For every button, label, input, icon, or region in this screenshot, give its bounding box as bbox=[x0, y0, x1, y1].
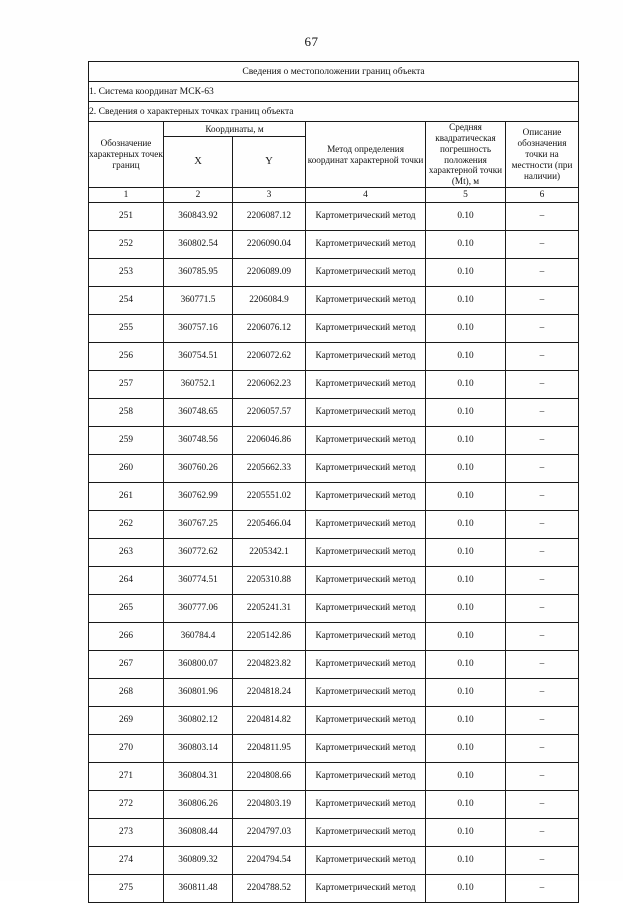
banner-title: Сведения о местоположении границ объекта bbox=[89, 62, 579, 82]
cell-error: 0.10 bbox=[426, 679, 506, 707]
table-row bbox=[89, 595, 579, 623]
cell-y: 2204818.24 bbox=[233, 679, 306, 707]
column-number-5: 5 bbox=[426, 188, 506, 203]
cell-method: Картометрический метод bbox=[306, 623, 426, 651]
cell-description: – bbox=[506, 315, 579, 343]
cell-method: Картометрический метод bbox=[306, 651, 426, 679]
cell-error: 0.10 bbox=[426, 231, 506, 259]
header-method: Метод определения координат характерной точки bbox=[306, 122, 426, 188]
cell-method: Картометрический метод bbox=[306, 539, 426, 567]
cell-error: 0.10 bbox=[426, 623, 506, 651]
cell-x: 360843.92 bbox=[164, 203, 233, 231]
cell-description: – bbox=[506, 539, 579, 567]
cell-x: 360748.56 bbox=[164, 427, 233, 455]
table-row bbox=[89, 763, 579, 791]
cell-designation: 256 bbox=[89, 343, 164, 371]
cell-designation: 273 bbox=[89, 819, 164, 847]
cell-x: 360754.51 bbox=[164, 343, 233, 371]
cell-description: – bbox=[506, 511, 579, 539]
header-y: Y bbox=[233, 137, 306, 188]
cell-designation: 266 bbox=[89, 623, 164, 651]
header-description: Описание обозначения точки на местности (при наличии) bbox=[506, 122, 579, 188]
cell-description: – bbox=[506, 259, 579, 287]
cell-designation: 253 bbox=[89, 259, 164, 287]
page-number: 67 bbox=[304, 34, 319, 49]
cell-y: 2206089.09 bbox=[233, 259, 306, 287]
cell-description: – bbox=[506, 679, 579, 707]
cell-designation: 252 bbox=[89, 231, 164, 259]
cell-error: 0.10 bbox=[426, 595, 506, 623]
cell-y: 2204808.66 bbox=[233, 763, 306, 791]
cell-method: Картометрический метод bbox=[306, 343, 426, 371]
cell-y: 2206057.57 bbox=[233, 399, 306, 427]
cell-x: 360771.5 bbox=[164, 287, 233, 315]
cell-error: 0.10 bbox=[426, 763, 506, 791]
cell-error: 0.10 bbox=[426, 819, 506, 847]
table-row bbox=[89, 343, 579, 371]
cell-description: – bbox=[506, 455, 579, 483]
cell-x: 360800.07 bbox=[164, 651, 233, 679]
cell-designation: 265 bbox=[89, 595, 164, 623]
cell-x: 360806.26 bbox=[164, 791, 233, 819]
cell-method: Картометрический метод bbox=[306, 455, 426, 483]
header-x: X bbox=[164, 137, 233, 188]
cell-method: Картометрический метод bbox=[306, 679, 426, 707]
cell-x: 360774.51 bbox=[164, 567, 233, 595]
cell-designation: 254 bbox=[89, 287, 164, 315]
cell-y: 2204814.82 bbox=[233, 707, 306, 735]
cell-designation: 259 bbox=[89, 427, 164, 455]
cell-y: 2204794.54 bbox=[233, 847, 306, 875]
cell-method: Картометрический метод bbox=[306, 287, 426, 315]
cell-description: – bbox=[506, 819, 579, 847]
section-1-label: 1. Система координат МСК-63 bbox=[89, 82, 579, 102]
cell-x: 360767.25 bbox=[164, 511, 233, 539]
boundary-info-table-container bbox=[88, 61, 578, 903]
cell-y: 2205310.88 bbox=[233, 567, 306, 595]
cell-designation: 269 bbox=[89, 707, 164, 735]
cell-y: 2205551.02 bbox=[233, 483, 306, 511]
table-row bbox=[89, 623, 579, 651]
boundary-info-table bbox=[88, 61, 579, 903]
table-row bbox=[89, 847, 579, 875]
header-designation: Обозначение характерных точек границ bbox=[89, 122, 164, 188]
cell-method: Картометрический метод bbox=[306, 707, 426, 735]
cell-y: 2206062.23 bbox=[233, 371, 306, 399]
cell-method: Картометрический метод bbox=[306, 595, 426, 623]
table-row bbox=[89, 819, 579, 847]
cell-designation: 271 bbox=[89, 763, 164, 791]
cell-description: – bbox=[506, 567, 579, 595]
cell-description: – bbox=[506, 763, 579, 791]
cell-error: 0.10 bbox=[426, 343, 506, 371]
cell-designation: 251 bbox=[89, 203, 164, 231]
cell-method: Картометрический метод bbox=[306, 483, 426, 511]
column-number-row bbox=[89, 188, 579, 203]
cell-y: 2205342.1 bbox=[233, 539, 306, 567]
table-row bbox=[89, 511, 579, 539]
cell-x: 360803.14 bbox=[164, 735, 233, 763]
table-body bbox=[89, 62, 579, 903]
column-number-6: 6 bbox=[506, 188, 579, 203]
cell-method: Картометрический метод bbox=[306, 511, 426, 539]
cell-description: – bbox=[506, 623, 579, 651]
cell-error: 0.10 bbox=[426, 847, 506, 875]
cell-x: 360772.62 bbox=[164, 539, 233, 567]
cell-y: 2205142.86 bbox=[233, 623, 306, 651]
table-row bbox=[89, 259, 579, 287]
cell-description: – bbox=[506, 399, 579, 427]
cell-x: 360784.4 bbox=[164, 623, 233, 651]
cell-y: 2206084.9 bbox=[233, 287, 306, 315]
cell-y: 2206090.04 bbox=[233, 231, 306, 259]
cell-y: 2206072.62 bbox=[233, 343, 306, 371]
cell-description: – bbox=[506, 791, 579, 819]
cell-x: 360811.48 bbox=[164, 875, 233, 903]
cell-method: Картометрический метод bbox=[306, 231, 426, 259]
cell-error: 0.10 bbox=[426, 399, 506, 427]
cell-x: 360752.1 bbox=[164, 371, 233, 399]
cell-x: 360802.54 bbox=[164, 231, 233, 259]
section-2-row bbox=[89, 102, 579, 122]
cell-error: 0.10 bbox=[426, 735, 506, 763]
table-row bbox=[89, 539, 579, 567]
cell-designation: 261 bbox=[89, 483, 164, 511]
cell-error: 0.10 bbox=[426, 371, 506, 399]
cell-y: 2204811.95 bbox=[233, 735, 306, 763]
cell-y: 2204788.52 bbox=[233, 875, 306, 903]
table-banner-row bbox=[89, 62, 579, 82]
cell-description: – bbox=[506, 231, 579, 259]
table-row bbox=[89, 707, 579, 735]
cell-x: 360757.16 bbox=[164, 315, 233, 343]
cell-error: 0.10 bbox=[426, 511, 506, 539]
cell-description: – bbox=[506, 735, 579, 763]
header-coordinates-group: Координаты, м bbox=[164, 122, 306, 137]
table-row bbox=[89, 875, 579, 903]
cell-designation: 262 bbox=[89, 511, 164, 539]
column-number-3: 3 bbox=[233, 188, 306, 203]
cell-description: – bbox=[506, 875, 579, 903]
cell-error: 0.10 bbox=[426, 259, 506, 287]
table-row bbox=[89, 427, 579, 455]
cell-description: – bbox=[506, 595, 579, 623]
cell-designation: 264 bbox=[89, 567, 164, 595]
cell-error: 0.10 bbox=[426, 875, 506, 903]
cell-designation: 274 bbox=[89, 847, 164, 875]
cell-designation: 258 bbox=[89, 399, 164, 427]
section-1-row bbox=[89, 82, 579, 102]
table-row bbox=[89, 651, 579, 679]
table-row bbox=[89, 231, 579, 259]
column-number-2: 2 bbox=[164, 188, 233, 203]
cell-y: 2206046.86 bbox=[233, 427, 306, 455]
cell-designation: 267 bbox=[89, 651, 164, 679]
cell-description: – bbox=[506, 287, 579, 315]
cell-x: 360760.26 bbox=[164, 455, 233, 483]
cell-error: 0.10 bbox=[426, 483, 506, 511]
cell-y: 2204803.19 bbox=[233, 791, 306, 819]
cell-y: 2206076.12 bbox=[233, 315, 306, 343]
cell-description: – bbox=[506, 707, 579, 735]
cell-method: Картометрический метод bbox=[306, 399, 426, 427]
table-row bbox=[89, 399, 579, 427]
cell-error: 0.10 bbox=[426, 707, 506, 735]
table-row bbox=[89, 679, 579, 707]
cell-error: 0.10 bbox=[426, 427, 506, 455]
cell-x: 360785.95 bbox=[164, 259, 233, 287]
column-number-4: 4 bbox=[306, 188, 426, 203]
cell-x: 360748.65 bbox=[164, 399, 233, 427]
cell-x: 360804.31 bbox=[164, 763, 233, 791]
cell-x: 360808.44 bbox=[164, 819, 233, 847]
table-row bbox=[89, 791, 579, 819]
table-row bbox=[89, 287, 579, 315]
cell-description: – bbox=[506, 371, 579, 399]
cell-error: 0.10 bbox=[426, 203, 506, 231]
table-row bbox=[89, 567, 579, 595]
cell-x: 360802.12 bbox=[164, 707, 233, 735]
cell-method: Картометрический метод bbox=[306, 763, 426, 791]
column-number-1: 1 bbox=[89, 188, 164, 203]
cell-y: 2204797.03 bbox=[233, 819, 306, 847]
cell-y: 2205466.04 bbox=[233, 511, 306, 539]
cell-x: 360801.96 bbox=[164, 679, 233, 707]
cell-designation: 260 bbox=[89, 455, 164, 483]
cell-error: 0.10 bbox=[426, 567, 506, 595]
cell-designation: 255 bbox=[89, 315, 164, 343]
cell-error: 0.10 bbox=[426, 287, 506, 315]
cell-description: – bbox=[506, 847, 579, 875]
cell-method: Картометрический метод bbox=[306, 791, 426, 819]
cell-method: Картометрический метод bbox=[306, 315, 426, 343]
cell-method: Картометрический метод bbox=[306, 371, 426, 399]
table-clip-region bbox=[88, 61, 580, 894]
cell-description: – bbox=[506, 483, 579, 511]
cell-x: 360809.32 bbox=[164, 847, 233, 875]
cell-description: – bbox=[506, 343, 579, 371]
cell-description: – bbox=[506, 427, 579, 455]
cell-error: 0.10 bbox=[426, 455, 506, 483]
cell-method: Картометрический метод bbox=[306, 203, 426, 231]
table-row bbox=[89, 483, 579, 511]
cell-error: 0.10 bbox=[426, 315, 506, 343]
cell-designation: 263 bbox=[89, 539, 164, 567]
cell-designation: 257 bbox=[89, 371, 164, 399]
cell-x: 360777.06 bbox=[164, 595, 233, 623]
cell-designation: 268 bbox=[89, 679, 164, 707]
table-row bbox=[89, 735, 579, 763]
cell-y: 2204823.82 bbox=[233, 651, 306, 679]
cell-error: 0.10 bbox=[426, 651, 506, 679]
section-2-label: 2. Сведения о характерных точках границ объекта bbox=[89, 102, 579, 122]
cell-y: 2205241.31 bbox=[233, 595, 306, 623]
cell-method: Картометрический метод bbox=[306, 819, 426, 847]
cell-y: 2205662.33 bbox=[233, 455, 306, 483]
table-row bbox=[89, 315, 579, 343]
table-row bbox=[89, 455, 579, 483]
cell-designation: 270 bbox=[89, 735, 164, 763]
table-row bbox=[89, 203, 579, 231]
cell-method: Картометрический метод bbox=[306, 875, 426, 903]
cell-designation: 272 bbox=[89, 791, 164, 819]
table-row bbox=[89, 371, 579, 399]
cell-method: Картометрический метод bbox=[306, 847, 426, 875]
cell-y: 2206087.12 bbox=[233, 203, 306, 231]
cell-method: Картометрический метод bbox=[306, 259, 426, 287]
cell-description: – bbox=[506, 203, 579, 231]
cell-x: 360762.99 bbox=[164, 483, 233, 511]
cell-error: 0.10 bbox=[426, 791, 506, 819]
cell-designation: 275 bbox=[89, 875, 164, 903]
header-error: Средняя квадратическая погрешность положения характерной точки (Мt), м bbox=[426, 122, 506, 188]
cell-method: Картометрический метод bbox=[306, 735, 426, 763]
cell-method: Картометрический метод bbox=[306, 427, 426, 455]
cell-error: 0.10 bbox=[426, 539, 506, 567]
cell-method: Картометрический метод bbox=[306, 567, 426, 595]
header-row-top bbox=[89, 122, 579, 137]
cell-description: – bbox=[506, 651, 579, 679]
